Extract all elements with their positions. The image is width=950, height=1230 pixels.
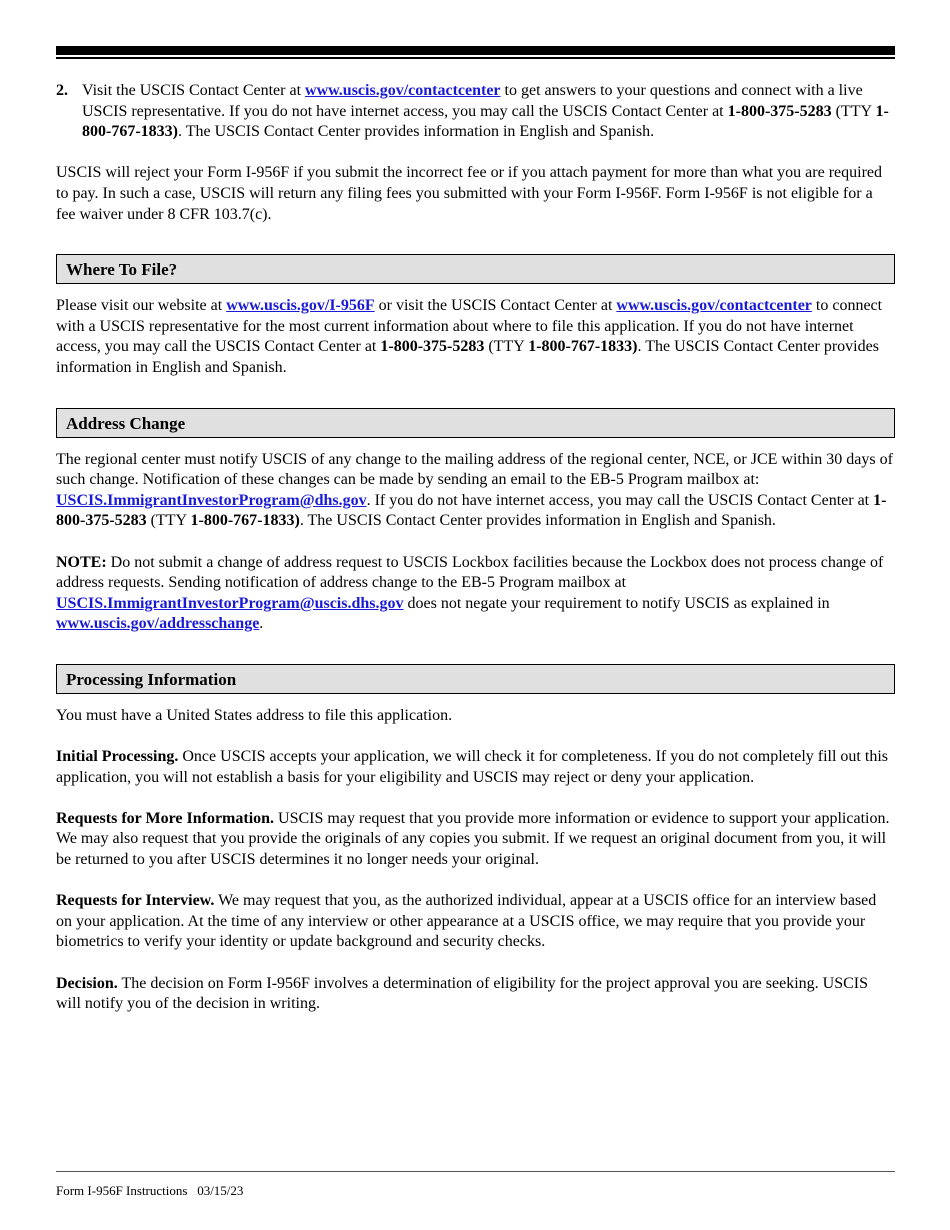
top-thin-rule (56, 57, 895, 59)
address-change-note: NOTE: Do not submit a change of address request to USCIS Lockbox facilities because the Lockbox does not process change of address requests. Sending notification of address change to the EB-5 Program mailbox at USCIS.ImmigrantInvestorProgram@uscis.dhs.gov does not negate your requirement to notify USCIS as explained in www.uscis.gov/addresschange. (56, 553, 884, 633)
fee-paragraph: USCIS will reject your Form I-956F if you submit the incorrect fee or if you attach payment for more than what you are required to pay. In such a case, USCIS will return any filing fees you submitted with your Form I-956F. Form I-956F is not eligible for a fee waiver under 8 CFR 103.7(c). (56, 164, 882, 223)
address-change-heading: Address Change (56, 408, 895, 438)
footer-text: Form I-956F Instructions 03/15/23 (56, 1183, 244, 1198)
contactcenter-link[interactable]: www.uscis.gov/contactcenter (305, 82, 501, 99)
contact-phone-3: 1-800-375-5283 (56, 491, 887, 530)
item-2 (56, 81, 895, 143)
tty-phone-3: 1-800-767-1833) (190, 512, 300, 530)
decision: Decision. The decision on Form I-956F involves a determination of eligibility for the project approval you are seeking. USCIS will notify you of the decision in writing. (56, 974, 868, 1013)
document-body (56, 81, 895, 1015)
item-2-text: Visit the USCIS Contact Center at www.uscis.gov/contactcenter to get answers to your questions and connect with a live USCIS representative. If you do not have internet access, you may call the USCIS Contact Center at 1-800-375-5283 (TTY 1-800-767-1833). The USCIS Contact Center provides information in English and Spanish. (82, 82, 889, 141)
where-to-file-heading: Where To File? (56, 254, 895, 284)
requests-for-more-info: Requests for More Information. USCIS may request that you provide more information or evidence to support your application. We may also request that you provide the originals of any copies you submit. If we request an original document from you, it will be returned to you after USCIS determines it no longer needs your original. (56, 809, 890, 869)
address-change-text: The regional center must notify USCIS of any change to the mailing address of the regional center, NCE, or JCE within 30 days of such change. Notification of these changes can be made by sending an email to the EB-5 Program mailbox at: USCIS.ImmigrantInvestorProgram@dhs.gov. If you do not have internet access, you may call the USCIS Contact Center at 1-800-375-5283 (TTY 1-800-767-1833). The USCIS Contact Center provides information in English and Spanish. (56, 450, 893, 530)
requests-for-interview: Requests for Interview. We may request that you, as the authorized individual, appear at a USCIS office for an interview based on your application. At the time of any interview or other appearance at a USCIS office, we may require that you provide your biometrics to verify your identity or update background and security checks. (56, 892, 877, 951)
addresschange-link[interactable]: www.uscis.gov/addresschange (56, 615, 260, 633)
initial-processing: Initial Processing. Once USCIS accepts your application, we will check it for completeness. If you do not completely fill out this application, you will not establish a basis for your eligibility and USCIS may reject or deny your application. (56, 748, 888, 786)
eb5-dhs-email-link[interactable]: USCIS.ImmigrantInvestorProgram@dhs.gov (56, 491, 367, 509)
processing-information-heading: Processing Information (56, 664, 895, 694)
where-to-file-text: Please visit our website at www.uscis.gov/I-956F or visit the USCIS Contact Center at www.uscis.gov/contactcenter to connect with a USCIS representative for the most current information about where to file this application. If you do not have internet access, you may call the USCIS Contact Center at 1-800-375-5283 (TTY 1-800-767-1833). The USCIS Contact Center provides information in English and Spanish. (56, 297, 883, 376)
eb5-uscis-email-link[interactable]: USCIS.ImmigrantInvestorProgram@uscis.dhs.gov (56, 594, 404, 612)
processing-intro: You must have a United States address to file this application. (56, 706, 453, 724)
i956f-link[interactable]: www.uscis.gov/I-956F (226, 297, 375, 315)
top-thick-rule (56, 46, 895, 55)
note-label: NOTE: (56, 553, 107, 571)
contactcenter-link-2[interactable]: www.uscis.gov/contactcenter (616, 297, 812, 315)
footer-rule (56, 1171, 895, 1172)
contact-phone: 1-800-375-5283 (727, 102, 832, 120)
tty-phone: 1-800-767-1833) (82, 102, 889, 141)
item-2-number: 2. (56, 82, 68, 99)
contact-phone-2: 1-800-375-5283 (380, 338, 485, 356)
tty-phone-2: 1-800-767-1833) (528, 338, 638, 356)
